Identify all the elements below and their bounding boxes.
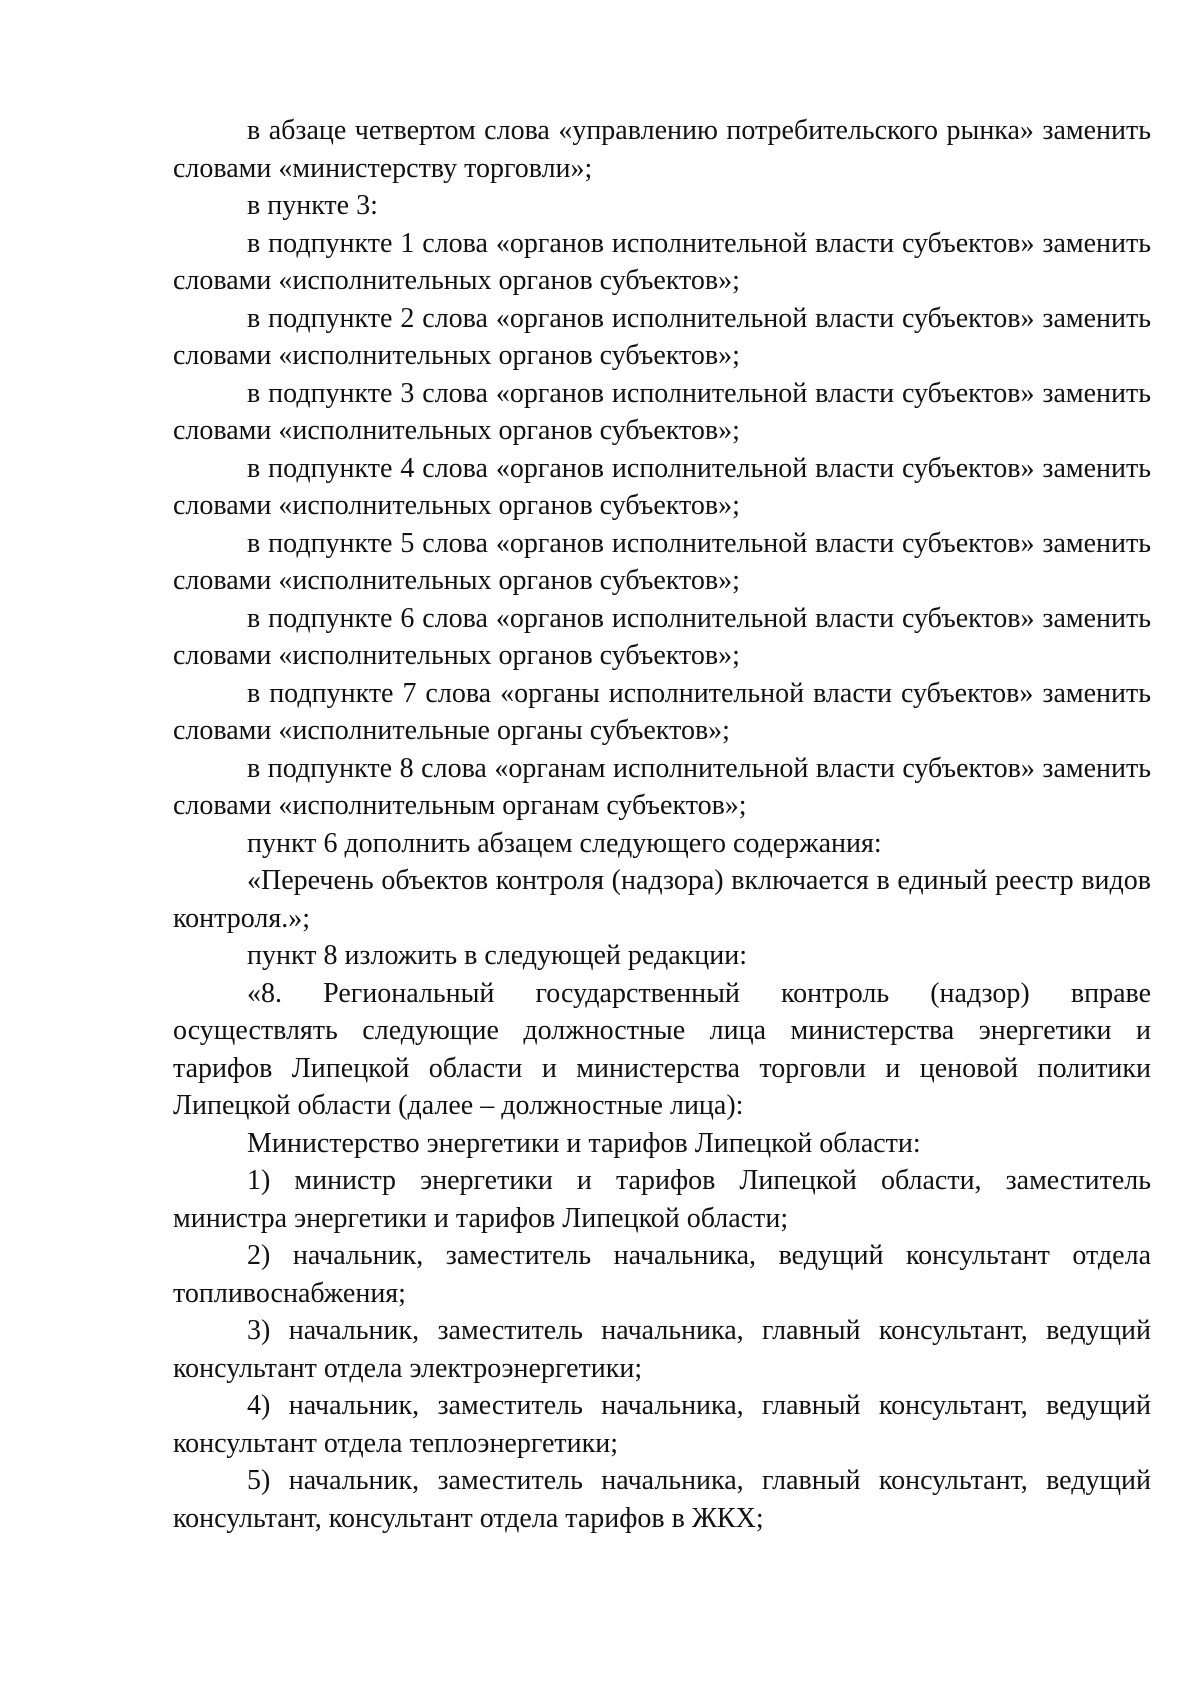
paragraph-para-13: пункт 8 изложить в следующей редакции:: [247, 940, 747, 971]
paragraph-para-19: 4) начальник, заместитель начальника, главный консультант, ведущий консультант отдела теплоэнергетики;: [173, 1390, 1151, 1459]
paragraph-para-18: 3) начальник, заместитель начальника, главный консультант, ведущий консультант отдела электроэнергетики;: [173, 1315, 1151, 1384]
paragraph-para-17: 2) начальник, заместитель начальника, ведущий консультант отдела топливоснабжения;: [173, 1240, 1151, 1309]
paragraph-para-8: в подпункте 6 слова «органов исполнительной власти субъектов» заменить словами «исполнительных органов субъектов»;: [173, 602, 1151, 671]
paragraph-para-3: в подпункте 1 слова «органов исполнительной власти субъектов» заменить словами «исполнительных органов субъектов»;: [173, 227, 1151, 296]
document-page: [173, 112, 1151, 1537]
paragraph-para-10: в подпункте 8 слова «органам исполнительной власти субъектов» заменить словами «исполнительным органам субъектов»;: [173, 752, 1151, 821]
paragraph-para-6: в подпункте 4 слова «органов исполнительной власти субъектов» заменить словами «исполнительных органов субъектов»;: [173, 452, 1151, 521]
paragraph-para-15: Министерство энергетики и тарифов Липецкой области:: [247, 1127, 921, 1159]
paragraph-para-1: в абзаце четвертом слова «управлению потребительского рынка» заменить словами «министерству торговли»;: [173, 115, 1151, 184]
paragraph-para-7: в подпункте 5 слова «органов исполнительной власти субъектов» заменить словами «исполнительных органов субъектов»;: [173, 527, 1151, 596]
paragraph-para-11: пункт 6 дополнить абзацем следующего содержания:: [247, 827, 882, 859]
paragraph-para-5: в подпункте 3 слова «органов исполнительной власти субъектов» заменить словами «исполнительных органов субъектов»;: [173, 377, 1151, 446]
paragraph-para-16: 1) министр энергетики и тарифов Липецкой области, заместитель министра энергетики и тарифов Липецкой области;: [173, 1165, 1151, 1234]
paragraph-para-4: в подпункте 2 слова «органов исполнительной власти субъектов» заменить словами «исполнительных органов субъектов»;: [173, 302, 1151, 371]
paragraph-para-14: «8. Региональный государственный контроль (надзор) вправе осуществлять следующие должностные лица министерства энергетики и тарифов Липецкой области и министерства торговли и ценовой политики Липецкой области (далее – должностные лица):: [173, 977, 1151, 1121]
paragraph-para-12: «Перечень объектов контроля (надзора) включается в единый реестр видов контроля.»;: [173, 865, 1151, 934]
paragraph-para-9: в подпункте 7 слова «органы исполнительной власти субъектов» заменить словами «исполнительные органы субъектов»;: [173, 677, 1151, 746]
paragraph-para-2: в пункте 3:: [247, 190, 378, 221]
paragraph-para-20: 5) начальник, заместитель начальника, главный консультант, ведущий консультант, консультант отдела тарифов в ЖКХ;: [173, 1465, 1151, 1534]
